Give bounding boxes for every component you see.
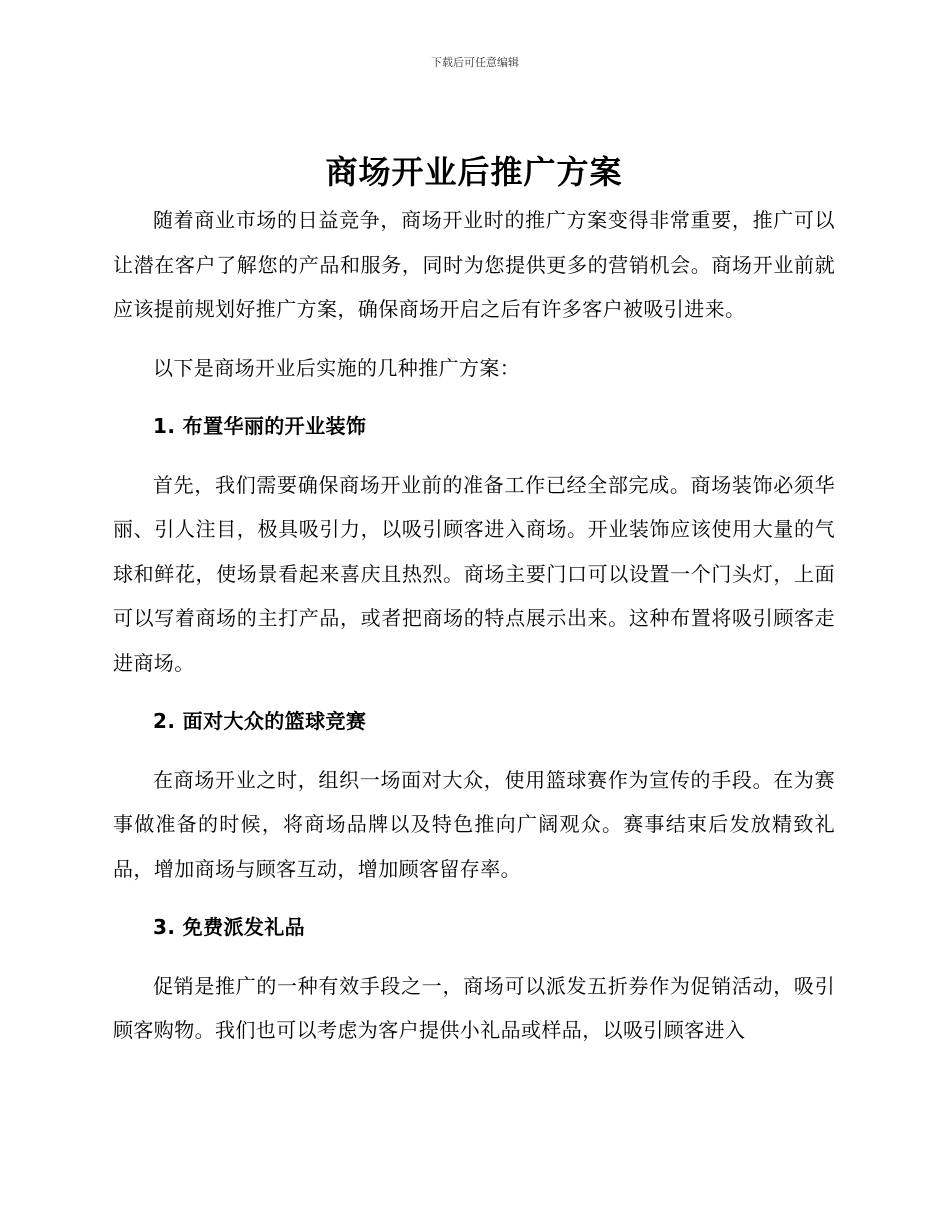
section-body-1: 首先，我们需要确保商场开业前的准备工作已经全部完成。商场装饰必须华丽、引人注目，极具吸引力，以吸引顾客进入商场。开业装饰应该使用大量的气球和鲜花，使场景看起来喜庆且热烈。商场主要门口可以设置一个门头灯，上面可以写着商场的主打产品，或者把商场的特点展示出来。这种布置将吸引顾客走进商场。	[113, 472, 835, 675]
section-body-3: 促销是推广的一种有效手段之一，商场可以派发五折券作为促销活动，吸引顾客购物。我们也可以考虑为客户提供小礼品或样品，以吸引顾客进入	[113, 973, 835, 1042]
section-heading-2: 2. 面对大众的篮球竞赛	[153, 709, 367, 733]
intro-paragraph: 随着商业市场的日益竞争，商场开业时的推广方案变得非常重要，推广可以让潜在客户了解您的产品和服务，同时为您提供更多的营销机会。商场开业前就应该提前规划好推广方案，确保商场开启之后有许多客户被吸引进来。	[113, 208, 835, 321]
document-body	[113, 150, 835, 1053]
document-title: 商场开业后推广方案	[325, 153, 623, 191]
section-heading-1: 1. 布置华丽的开业装饰	[153, 414, 367, 438]
section-heading-3: 3. 免费派发礼品	[153, 915, 306, 939]
section-body-2: 在商场开业之时，组织一场面对大众，使用篮球赛作为宣传的手段。在为赛事做准备的时候，将商场品牌以及特色推向广阔观众。赛事结束后发放精致礼品，增加商场与顾客互动，增加顾客留存率。	[113, 767, 835, 881]
header-note: 下载后可任意编辑	[431, 56, 519, 69]
intro-lead-in: 以下是商场开业后实施的几种推广方案：	[153, 355, 521, 380]
